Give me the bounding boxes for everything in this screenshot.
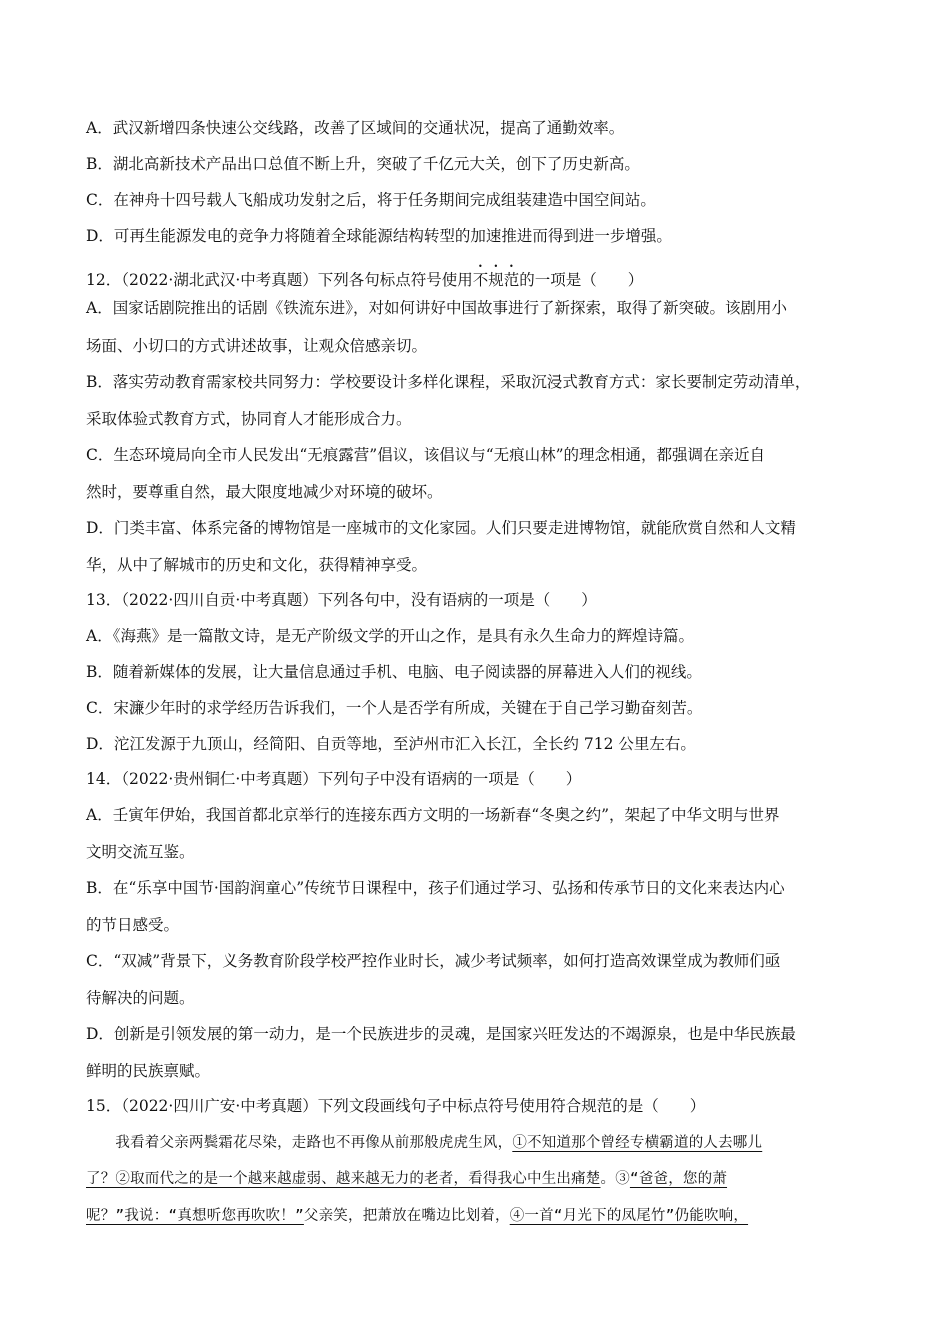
q14-line: 文明交流互鉴。	[86, 843, 195, 861]
q13-stem: 13．（2022·四川自贡·中考真题）下列各句中，没有语病的一项是（ ）	[86, 591, 597, 609]
underlined-sentence-3: “爸爸，您的萧	[629, 1171, 728, 1187]
q12-line: B．落实劳动教育需家校共同努力：学校要设计多样化课程，采取沉浸式教育方式：家长要制定劳动清单，	[86, 373, 811, 391]
q11-option-c: C．在神舟十四号载人飞船成功发射之后，将于任务期间完成组装建造中国空间站。	[86, 191, 656, 209]
passage-text: 父亲笑，把萧放在嘴边比划着，	[303, 1208, 510, 1224]
q12-stem-emphasis: 不规范	[472, 271, 520, 289]
underlined-sentence-3-cont: 呢？”我说：“真想听您再吹吹！”	[86, 1208, 304, 1224]
underlined-sentence-2: 了？②取而代之的是一个越来越虚弱、越来越无力的老者，看得我心中生出痛楚	[86, 1171, 601, 1187]
q13-line: D．沱江发源于九顶山，经简阳、自贡等地，至泸州市汇入长江，全长约 712 公里左右。	[86, 735, 696, 753]
q15-passage-line-1	[86, 1133, 864, 1153]
underlined-sentence-1: ①不知道那个曾经专横霸道的人去哪儿	[512, 1135, 763, 1151]
q11-option-a: A．武汉新增四条快速公交线路，改善了区域间的交通状况，提高了通勤效率。	[86, 119, 625, 137]
passage-text: 。③	[600, 1171, 630, 1187]
q13-line: A．《海燕》是一篇散文诗，是无产阶级文学的开山之作，是具有永久生命力的辉煌诗篇。	[86, 627, 694, 645]
q12-line: 然时，要尊重自然，最大限度地减少对环境的破坏。	[86, 483, 443, 501]
q14-line: B．在“乐享中国节·国韵润童心”传统节日课程中，孩子们通过学习、弘扬和传承节日的文化来表达内心	[86, 879, 785, 897]
q12-line: C．生态环境局向全市人民发出“无痕露营”倡议，该倡议与“无痕山林”的理念相通，都强调在亲近自	[86, 446, 766, 464]
q12-line: A．国家话剧院推出的话剧《铁流东进》，对如何讲好中国故事进行了新探索，取得了新突破。该剧用小	[86, 299, 787, 317]
q15-passage-line-2	[86, 1169, 864, 1189]
q13-line: C．宋濂少年时的求学经历告诉我们，一个人是否学有所成，关键在于自己学习勤奋刻苦。	[86, 699, 703, 717]
passage-text: 我看着父亲两鬓霜花尽染，走路也不再像从前那般虎虎生风，	[86, 1135, 513, 1151]
underlined-sentence-4: ④一首“月光下的凤尾竹”仍能吹响，	[509, 1208, 749, 1224]
q15-passage-line-3	[86, 1206, 864, 1226]
q14-line: A．壬寅年伊始，我国首都北京举行的连接东西方文明的一场新春“冬奥之约”，架起了中华文明与世界	[86, 806, 780, 824]
q13-line: B．随着新媒体的发展，让大量信息通过手机、电脑、电子阅读器的屏幕进入人们的视线。	[86, 663, 702, 681]
q12-line: 采取体验式教育方式，协同育人才能形成合力。	[86, 410, 412, 428]
q14-stem: 14．（2022·贵州铜仁·中考真题）下列句子中没有语病的一项是（ ）	[86, 770, 582, 788]
q12-line: 场面、小切口的方式讲述故事，让观众倍感亲切。	[86, 337, 428, 355]
q12-line: 华，从中了解城市的历史和文化，获得精神享受。	[86, 556, 428, 574]
q11-option-b: B．湖北高新技术产品出口总值不断上升，突破了千亿元大关，创下了历史新高。	[86, 155, 640, 173]
q12-stem-after: 的一项是（ ）	[519, 271, 644, 289]
q14-line: C．“双减”背景下，义务教育阶段学校严控作业时长，减少考试频率，如何打造高效课堂成为教师们亟	[86, 952, 781, 970]
q14-line: 待解决的问题。	[86, 989, 195, 1007]
q12-line: D．门类丰富、体系完备的博物馆是一座城市的文化家园。人们只要走进博物馆，就能欣赏自然和人文精	[86, 519, 796, 537]
q14-line: D．创新是引领发展的第一动力，是一个民族进步的灵魂，是国家兴旺发达的不竭源泉，也是中华民族最	[86, 1025, 796, 1043]
q14-line: 鲜明的民族禀赋。	[86, 1062, 211, 1080]
q12-stem-before: 12．（2022·湖北武汉·中考真题）下列各句标点符号使用	[86, 271, 473, 289]
q15-stem: 15．（2022·四川广安·中考真题）下列文段画线句子中标点符号使用符合规范的是（ ）	[86, 1097, 706, 1115]
q12-stem	[86, 262, 864, 290]
q14-line: 的节日感受。	[86, 916, 180, 934]
q11-option-d: D．可再生能源发电的竞争力将随着全球能源结构转型的加速推进而得到进一步增强。	[86, 227, 672, 245]
